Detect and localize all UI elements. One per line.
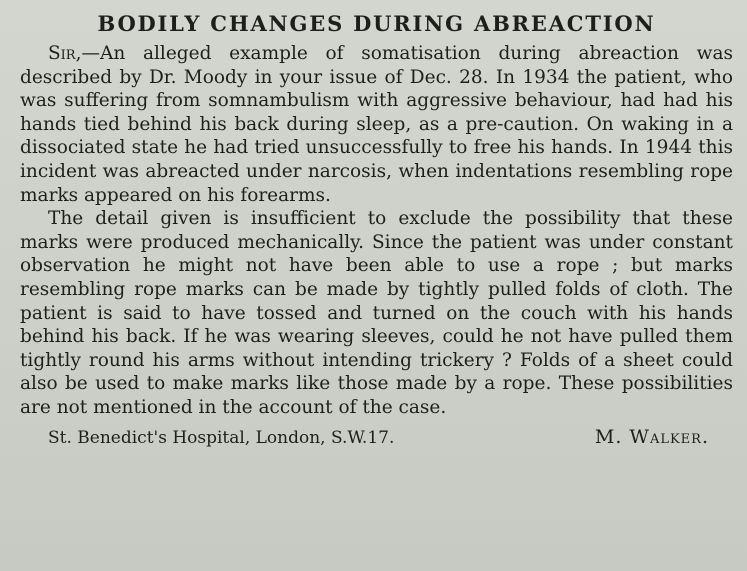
signoff bbox=[20, 426, 733, 448]
paragraph-1 bbox=[20, 42, 733, 207]
paragraph-1-text: —An alleged example of somatisation during abreaction was described by Dr. Moody in your issue of Dec. 28. In 1934 the patient, who was suffering from somnambulism with aggressive behaviour, had had his hands tied behind his back during sleep, as a pre-caution. On waking in a dissociated state he had tried unsuccessfully to free his hands. In 1944 this incident was abreacted under narcosis, when indentations resembling rope marks appeared on his forearms. bbox=[20, 43, 733, 206]
article-title: BODILY CHANGES DURING ABREACTION bbox=[97, 11, 656, 36]
hospital-address: St. Benedict's Hospital, London, S.W.17. bbox=[48, 427, 395, 448]
author-signature: M. Walker. bbox=[594, 425, 709, 448]
paragraph-2: The detail given is insufficient to exclude the possibility that these marks were produced mechanically. Since the patient was under constant observation he might not have been able to use a rope ; but marks resembling rope marks can be made by tightly pulled folds of cloth. The patient is said to have tossed and turned on the couch with his hands behind his back. If he was wearing sleeves, could he not have pulled them tightly round his arms without intending trickery ? Folds of a sheet could also be used to make marks like those made by a rope. These possibilities are not mentioned in the account of the case. bbox=[20, 208, 733, 418]
salutation: Sir, bbox=[48, 43, 82, 64]
article-body bbox=[20, 42, 733, 420]
